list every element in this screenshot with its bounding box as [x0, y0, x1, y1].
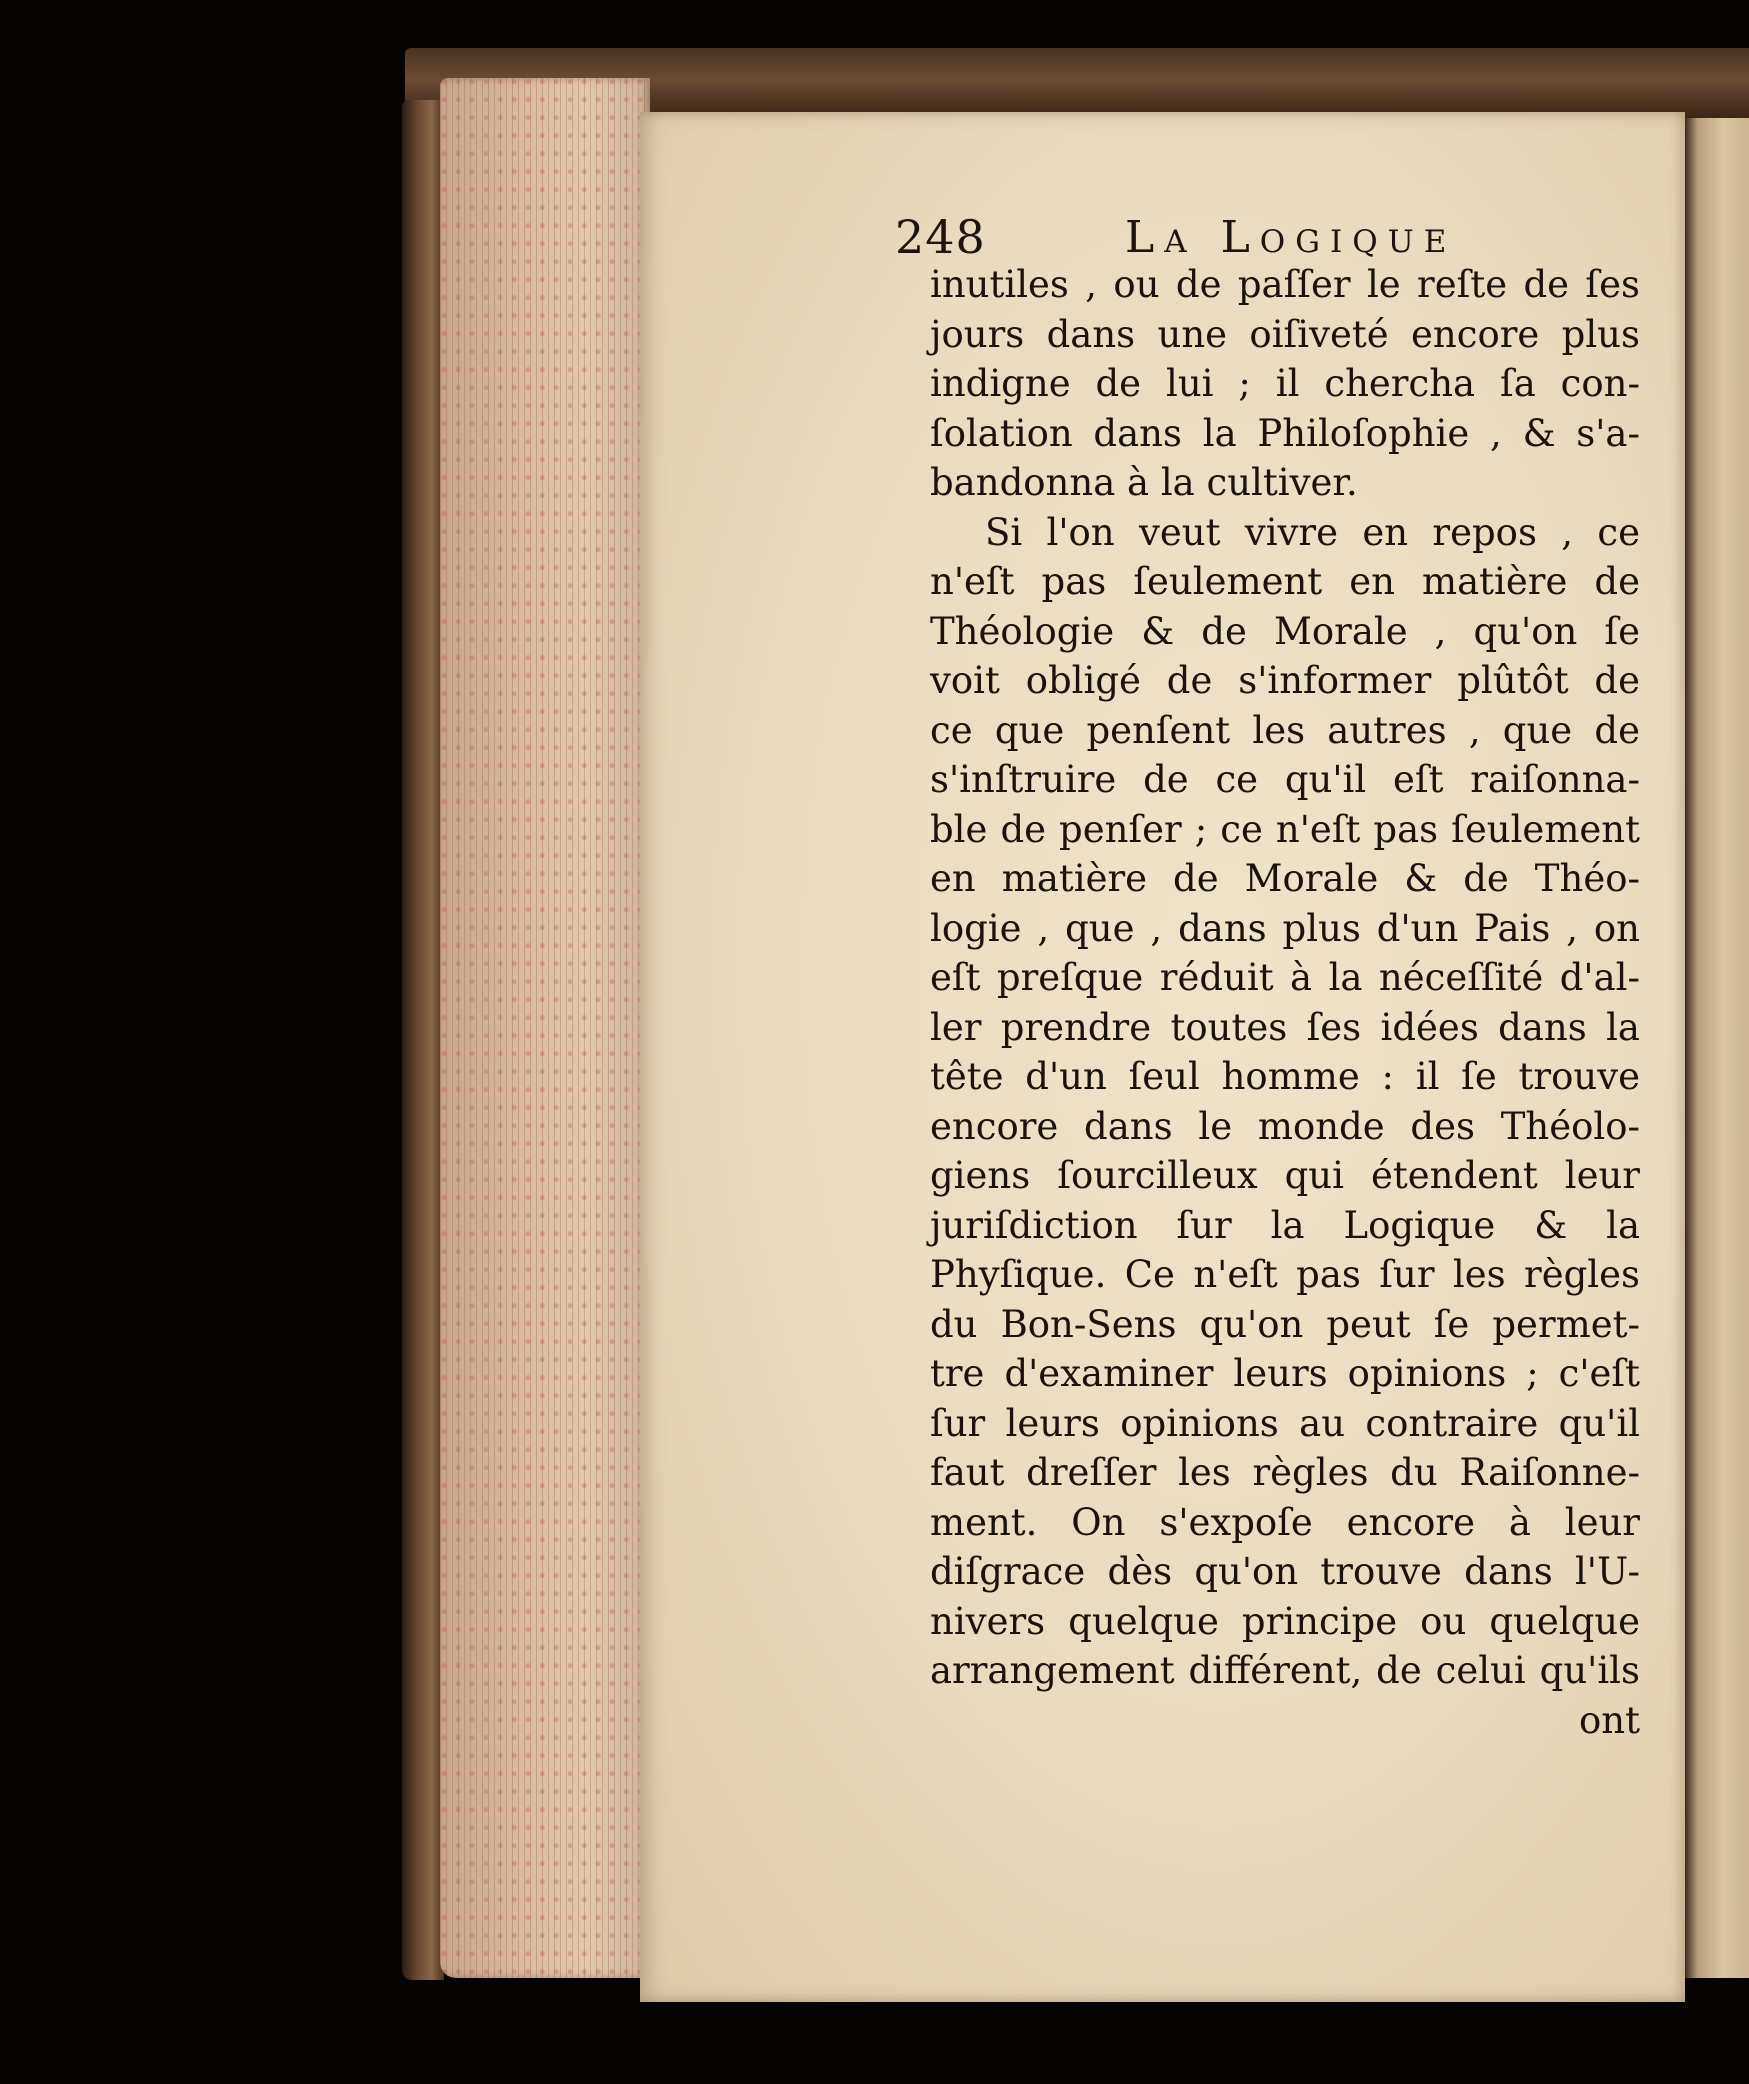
text-line: juriſdiction ſur la Logique & la — [930, 1203, 1640, 1247]
text-line: voit obligé de s'informer plûtôt de — [930, 659, 1640, 702]
text-line: jours dans une oiſiveté encore plus — [930, 312, 1640, 356]
page-stack-edges — [440, 78, 650, 1978]
running-head-title: La Logique — [1125, 212, 1457, 263]
page-number: 248 — [895, 210, 986, 264]
text-line: n'eſt pas ſeulement en matière de — [930, 560, 1640, 603]
text-line: faut dreſſer les règles du Raiſonne- — [930, 1451, 1640, 1494]
text-line: tre d'examiner leurs opinions ; c'eſt — [930, 1352, 1640, 1395]
text-line: bandonna à la cultiver. — [930, 461, 1358, 504]
text-line: encore dans le monde des Théolo- — [930, 1104, 1640, 1148]
text-line: Théologie & de Morale , qu'on ſe — [930, 609, 1640, 653]
catchword: ont — [1579, 1698, 1640, 1742]
text-line: en matière de Morale & de Théo- — [930, 857, 1640, 900]
text-line: logie , que , dans plus d'un Pais , on — [930, 906, 1640, 950]
book-cover-left-edge — [402, 100, 444, 1980]
body-text — [930, 260, 1640, 1745]
text-line: Phyſique. Ce n'eſt pas ſur les règles — [930, 1253, 1640, 1296]
text-line: eſt preſque réduit à la néceſſité d'al- — [930, 956, 1640, 999]
text-line: indigne de lui ; il chercha ſa con- — [930, 362, 1640, 405]
text-line: ſolation dans la Philoſophie , & s'a- — [930, 411, 1640, 455]
text-line: giens ſourcilleux qui étendent leur — [930, 1154, 1640, 1197]
text-line: ſur leurs opinions au contraire qu'il — [930, 1401, 1640, 1445]
text-line: Si l'on veut vivre en repos , ce — [985, 510, 1640, 554]
text-line: ce que penſent les autres , que de — [930, 708, 1640, 752]
text-line: nivers quelque principe ou quelque — [930, 1599, 1640, 1643]
adjacent-page-edge — [1685, 118, 1749, 1978]
text-line: du Bon-Sens qu'on peut ſe permet- — [930, 1302, 1640, 1346]
text-line: arrangement différent, de celui qu'ils — [930, 1649, 1640, 1692]
text-line: s'inſtruire de ce qu'il eſt raiſonna- — [930, 758, 1640, 801]
text-line: ble de penſer ; ce n'eſt pas ſeulement — [930, 807, 1640, 851]
text-line: ler prendre toutes ſes idées dans la — [930, 1005, 1640, 1049]
text-line: diſgrace dès qu'on trouve dans l'U- — [930, 1550, 1640, 1593]
text-line: inutiles , ou de paſſer le reſte de ſes — [930, 263, 1640, 306]
text-line: ment. On s'expoſe encore à leur — [930, 1500, 1640, 1544]
text-line: tête d'un ſeul homme : il ſe trouve — [930, 1055, 1640, 1098]
